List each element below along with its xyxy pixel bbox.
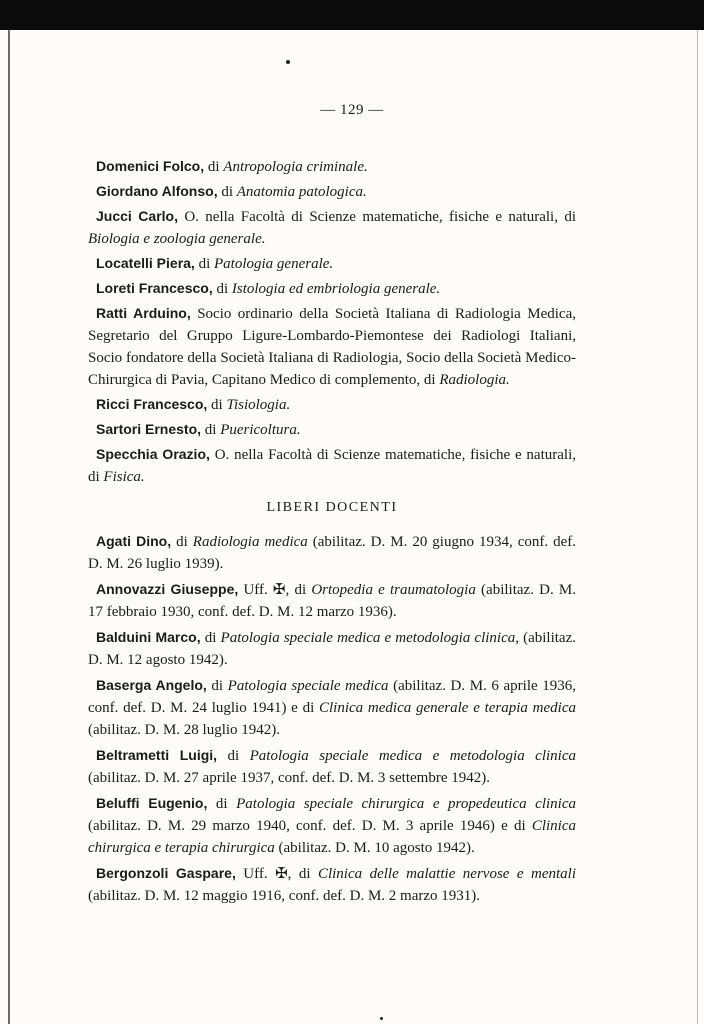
list-entry xyxy=(88,862,576,907)
subject-text: Patologia generale. xyxy=(214,256,334,272)
person-name: Ricci Francesco, xyxy=(96,396,208,412)
person-name: Specchia Orazio, xyxy=(96,446,210,462)
entry-text: di xyxy=(217,184,237,200)
person-name: Beluffi Eugenio, xyxy=(96,795,208,811)
entry-text: (abilitaz. D. M. 6 aprile 1936, conf. def. D. M. 24 luglio 1941) e di xyxy=(88,678,576,716)
list-entry xyxy=(88,393,576,416)
incaricati-list xyxy=(88,155,576,488)
entry-text: Socio ordinario della Società Italiana di Radiologia Medica, Segretario del Gruppo Ligure-Lombardo-Piemontese dei Radiologi Italiani, Socio fondatore della Società Italiana di Radiologia, Socio della Società Medico-Chirurgica di Pavia, Capitano Medico di complemento, di xyxy=(88,306,576,388)
entry-text: (abilitaz. D. M. 20 giugno 1934, conf. def. D. M. 26 luglio 1939). xyxy=(88,534,577,572)
subject-text: Patologia speciale medica e metodologia clinica, xyxy=(220,630,519,646)
entry-text: Uff. ✠, di xyxy=(238,582,312,598)
entry-text: di xyxy=(217,748,250,764)
subject-text: Clinica chirurgica e terapia chirurgica xyxy=(88,818,576,856)
person-name: Giordano Alfonso, xyxy=(96,183,218,199)
subject-text: Clinica medica generale e terapia medica xyxy=(319,700,576,716)
subject-text: Clinica delle malattie nervose e mentali xyxy=(317,866,577,882)
section-title: LIBERI DOCENTI xyxy=(266,500,398,515)
list-entry xyxy=(88,252,576,275)
list-entry xyxy=(88,530,576,575)
liberi-docenti-list xyxy=(88,530,576,907)
scan-speck xyxy=(380,1017,383,1020)
person-name: Annovazzi Giuseppe, xyxy=(96,581,239,597)
list-entry xyxy=(88,180,576,203)
page-content xyxy=(88,155,576,910)
entry-text: di xyxy=(200,630,221,646)
subject-text: Anatomia patologica. xyxy=(236,184,367,200)
entry-text: (abilitaz. D. M. 10 agosto 1942). xyxy=(274,840,475,856)
list-entry xyxy=(88,155,576,178)
scan-speck xyxy=(286,60,290,64)
list-entry xyxy=(88,744,576,789)
entry-text: di xyxy=(207,397,227,413)
subject-text: Patologia speciale chirurgica e propedeutica clinica xyxy=(236,796,576,812)
list-entry xyxy=(88,443,576,488)
list-entry xyxy=(88,578,576,623)
subject-text: Antropologia criminale. xyxy=(223,159,368,175)
list-entry xyxy=(88,277,576,300)
entry-text: (abilitaz. D. M. 29 marzo 1940, conf. def. D. M. 3 aprile 1946) e di xyxy=(88,818,532,834)
person-name: Jucci Carlo, xyxy=(96,208,178,224)
subject-text: Patologia speciale medica e metodologia clinica xyxy=(249,748,576,764)
list-entry xyxy=(88,418,576,441)
person-name: Beltrametti Luigi, xyxy=(96,747,218,763)
entry-text: O. nella Facoltà di Scienze matematiche, fisiche e naturali, di xyxy=(88,447,576,485)
entry-text: (abilitaz. D. M. 27 aprile 1937, conf. def. D. M. 3 settembre 1942). xyxy=(88,770,490,786)
subject-text: Patologia speciale medica xyxy=(227,678,389,694)
list-entry xyxy=(88,792,576,859)
scan-top-border xyxy=(0,0,704,30)
entry-text: (abilitaz. D. M. 28 luglio 1942). xyxy=(88,722,281,738)
list-entry xyxy=(88,626,576,671)
entry-text: di xyxy=(201,422,221,438)
list-entry xyxy=(88,674,576,741)
list-entry xyxy=(88,302,576,391)
subject-text: Biologia e zoologia generale. xyxy=(88,231,266,247)
subject-text: Tisiologia. xyxy=(226,397,291,413)
subject-text: Ortopedia e traumatologia xyxy=(311,582,476,598)
person-name: Sartori Ernesto, xyxy=(96,421,202,437)
scan-left-edge xyxy=(8,30,10,1024)
entry-text: O. nella Facoltà di Scienze matematiche, fisiche e naturali, di xyxy=(177,209,576,225)
entry-text: (abilitaz. D. M. 12 agosto 1942). xyxy=(88,630,576,668)
subject-text: Radiologia medica xyxy=(192,534,308,550)
subject-text: Radiologia. xyxy=(439,372,510,388)
entry-text: di xyxy=(212,281,232,297)
person-name: Agati Dino, xyxy=(96,533,172,549)
person-name: Baserga Angelo, xyxy=(96,677,207,693)
person-name: Bergonzoli Gaspare, xyxy=(96,865,236,881)
person-name: Ratti Arduino, xyxy=(96,305,191,321)
entry-text: di xyxy=(171,534,193,550)
scan-right-edge xyxy=(697,30,698,1024)
list-entry xyxy=(88,205,576,250)
person-name: Loreti Francesco, xyxy=(96,280,213,296)
person-name: Balduini Marco, xyxy=(96,629,201,645)
person-name: Locatelli Piera, xyxy=(96,255,195,271)
entry-text: di xyxy=(206,678,228,694)
entry-text: di xyxy=(194,256,214,272)
page-number: — 129 — xyxy=(320,102,384,118)
subject-text: Fisica. xyxy=(103,469,145,485)
person-name: Domenici Folco, xyxy=(96,158,205,174)
entry-text: di xyxy=(207,796,237,812)
entry-text: (abilitaz. D. M. 17 febbraio 1930, conf. def. D. M. 12 marzo 1936). xyxy=(88,582,576,620)
subject-text: Puericoltura. xyxy=(220,422,301,438)
entry-text: (abilitaz. D. M. 12 maggio 1916, conf. def. D. M. 2 marzo 1931). xyxy=(88,888,480,904)
entry-text: Uff. ✠, di xyxy=(235,866,318,882)
subject-text: Istologia ed embriologia generale. xyxy=(231,281,441,297)
entry-text: di xyxy=(204,159,224,175)
